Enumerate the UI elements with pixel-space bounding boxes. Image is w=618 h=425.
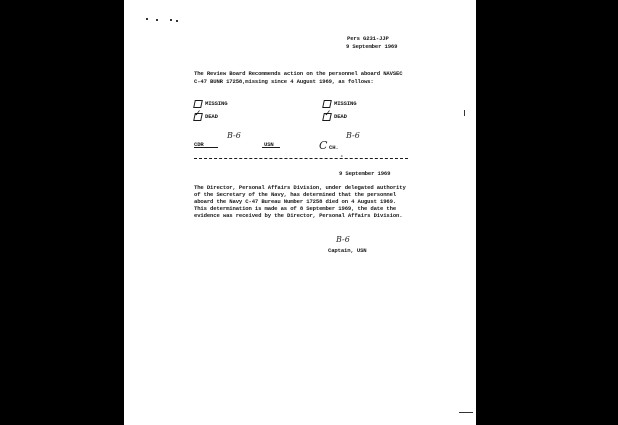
scan-speck [464,110,465,116]
cdr-label: CDR [194,141,204,148]
scan-speck [170,19,172,21]
missing-label: MISSING [205,100,228,107]
checkmark-icon: ✓ [324,109,332,119]
missing-label: MISSING [334,100,357,107]
dead-label: DEAD [334,113,347,120]
determination-line: aboard the Navy C-47 Bureau Number 17258 died on 4 August 1969. [194,198,397,205]
document-page [124,0,476,425]
scan-speck [176,20,178,22]
missing-checkbox [322,100,332,108]
determination-line: evidence was received by the Director, Personal Affairs Division. [194,212,403,219]
scan-speck [156,19,158,21]
header-date: 9 September 1969 [346,43,398,50]
recommendation-line: The Review Board Recommends action on the personnel aboard NAVSEC [194,70,403,77]
determination-line: This determination is made as of 8 September 1969, the date the [194,205,397,212]
usn-label: USN [264,141,274,148]
scan-speck [146,18,148,20]
determination-line: of the Secretary of the Navy, has determined that the personnel [194,191,397,198]
handwritten-signature: B-6 [336,235,350,244]
determination-date: 9 September 1969 [339,170,391,177]
separator-mark: ° [340,154,344,161]
reference-code: Pers G231-JJP [347,35,389,42]
handwritten-mark: C [319,139,328,152]
scan-speck [459,412,473,413]
checkmark-icon: ✓ [194,109,202,119]
handwritten-signature: B-6 [346,131,360,140]
missing-checkbox [193,100,203,108]
ch-label: CH. [329,144,339,151]
dashed-separator [194,158,408,159]
recommendation-line: C-47 BUNR 17258,missing since 4 August 1969, as follows: [194,78,374,85]
signatory-title: Captain, USN [328,247,367,254]
determination-line: The Director, Personal Affairs Division, under delegated authority [194,184,406,191]
dead-label: DEAD [205,113,218,120]
handwritten-signature: B-6 [227,131,241,140]
